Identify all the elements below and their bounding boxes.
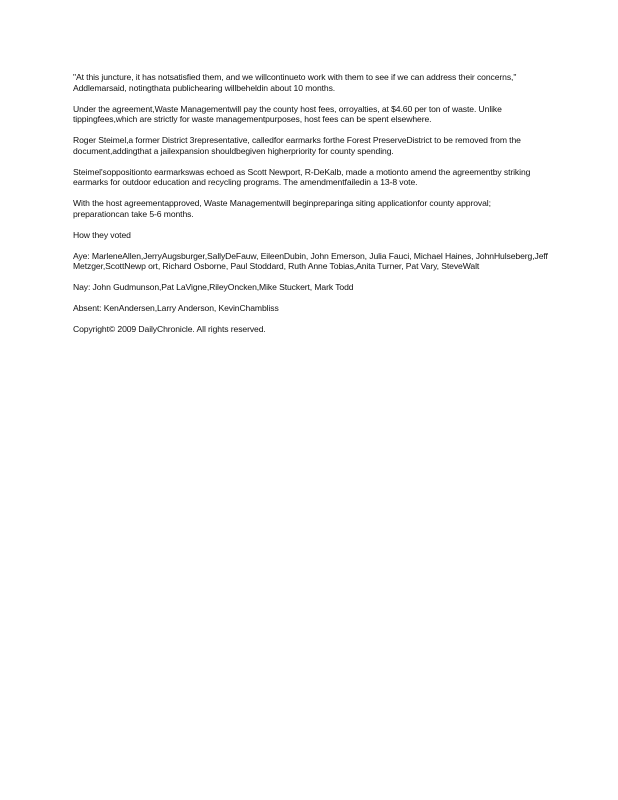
- section-heading-how-they-voted: How they voted: [73, 229, 131, 240]
- vote-list-absent: Absent: KenAndersen,Larry Anderson, KevinChambliss: [73, 303, 279, 313]
- paragraph-steimel: Roger Steimel,a former District 3representative, calledfor earmarks forthe Forest PreserveDistrict to be removed from the document,addingthat a jailexpansion shouldbegiven higherpriority for county spending.: [73, 135, 521, 156]
- article-body: [73, 72, 549, 345]
- vote-list-nay: Nay: John Gudmunson,Pat LaVigne,RileyOncken,Mike Stuckert, Mark Todd: [73, 282, 354, 292]
- paragraph-amendment: Steimel'soppositionto earmarkswas echoed as Scott Newport, R-DeKalb, made a motionto amend the agreementby striking earmarks for outdoor education and recycling programs. The amendmentfailedin a 13-8 vote.: [73, 166, 531, 187]
- paragraph-addlemar-quote: "At this juncture, it has notsatisfied them, and we willcontinueto work with them to see if we can address their concerns," Addlemarsaid, notingthata publichearing willbeheldin about 10 months.: [73, 72, 517, 93]
- paragraph-siting-application: With the host agreementapproved, Waste Managementwill beginpreparinga siting applicationfor county approval; preparationcan take 5-6 months.: [73, 198, 491, 219]
- copyright-notice: Copyright© 2009 DailyChronicle. All rights reserved.: [73, 324, 266, 334]
- paragraph-host-fees: Under the agreement,Waste Managementwill pay the county host fees, orroyalties, at $4.60 per ton of waste. Unlike tippingfees,which are strictly for waste managementpurposes, host fees can be spent elsewhere.: [73, 103, 502, 124]
- vote-list-aye: Aye: MarleneAllen,JerryAugsburger,SallyDeFauw, EileenDubin, John Emerson, Julia Fauci, Michael Haines, JohnHulseberg,Jeff Metzger,ScottNewp ort, Richard Osborne, Paul Stoddard, Ruth Anne Tobias,Anita Turner, Pat Vary, SteveWalt: [73, 250, 548, 271]
